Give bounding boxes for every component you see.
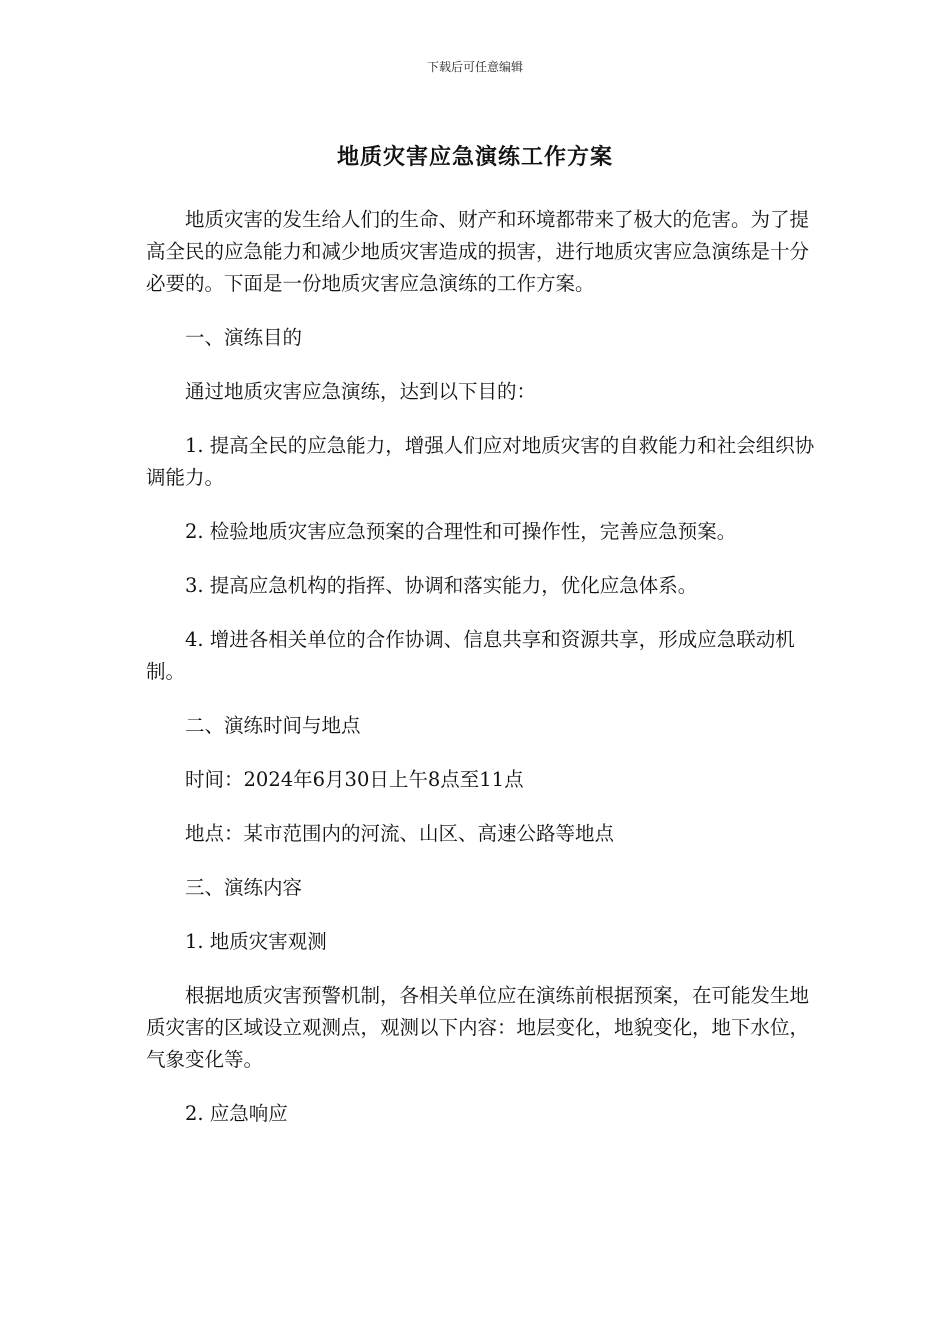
document-title: 地质灾害应急演练工作方案 <box>336 145 613 170</box>
section-heading-3: 三、演练内容 <box>185 876 303 899</box>
subsection-heading: 1. 地质灾害观测 <box>185 930 327 953</box>
section-heading-1: 一、演练目的 <box>185 326 303 349</box>
list-item: 3. 提高应急机构的指挥、协调和落实能力，优化应急体系。 <box>185 574 698 597</box>
list-item: 4. 增进各相关单位的合作协调、信息共享和资源共享，形成应急联动机制。 <box>146 628 795 683</box>
paragraph-location: 地点：某市范围内的河流、山区、高速公路等地点 <box>185 822 615 845</box>
document-body <box>146 204 816 1152</box>
paragraph: 根据地质灾害预警机制，各相关单位应在演练前根据预案，在可能发生地质灾害的区域设立观测点，观测以下内容：地层变化，地貌变化，地下水位，气象变化等。 <box>146 984 810 1071</box>
header-note: 下载后可任意编辑 <box>426 60 523 74</box>
list-item: 2. 检验地质灾害应急预案的合理性和可操作性，完善应急预案。 <box>185 520 737 543</box>
section-heading-2: 二、演练时间与地点 <box>185 714 361 737</box>
paragraph-intro: 地质灾害的发生给人们的生命、财产和环境都带来了极大的危害。为了提高全民的应急能力和减少地质灾害造成的损害，进行地质灾害应急演练是十分必要的。下面是一份地质灾害应急演练的工作方案。 <box>146 208 810 295</box>
paragraph: 通过地质灾害应急演练，达到以下目的： <box>185 380 537 403</box>
list-item: 1. 提高全民的应急能力，增强人们应对地质灾害的自救能力和社会组织协调能力。 <box>146 434 815 489</box>
subsection-heading: 2. 应急响应 <box>185 1102 288 1125</box>
paragraph-time: 时间：2024年6月30日上午8点至11点 <box>185 768 524 791</box>
